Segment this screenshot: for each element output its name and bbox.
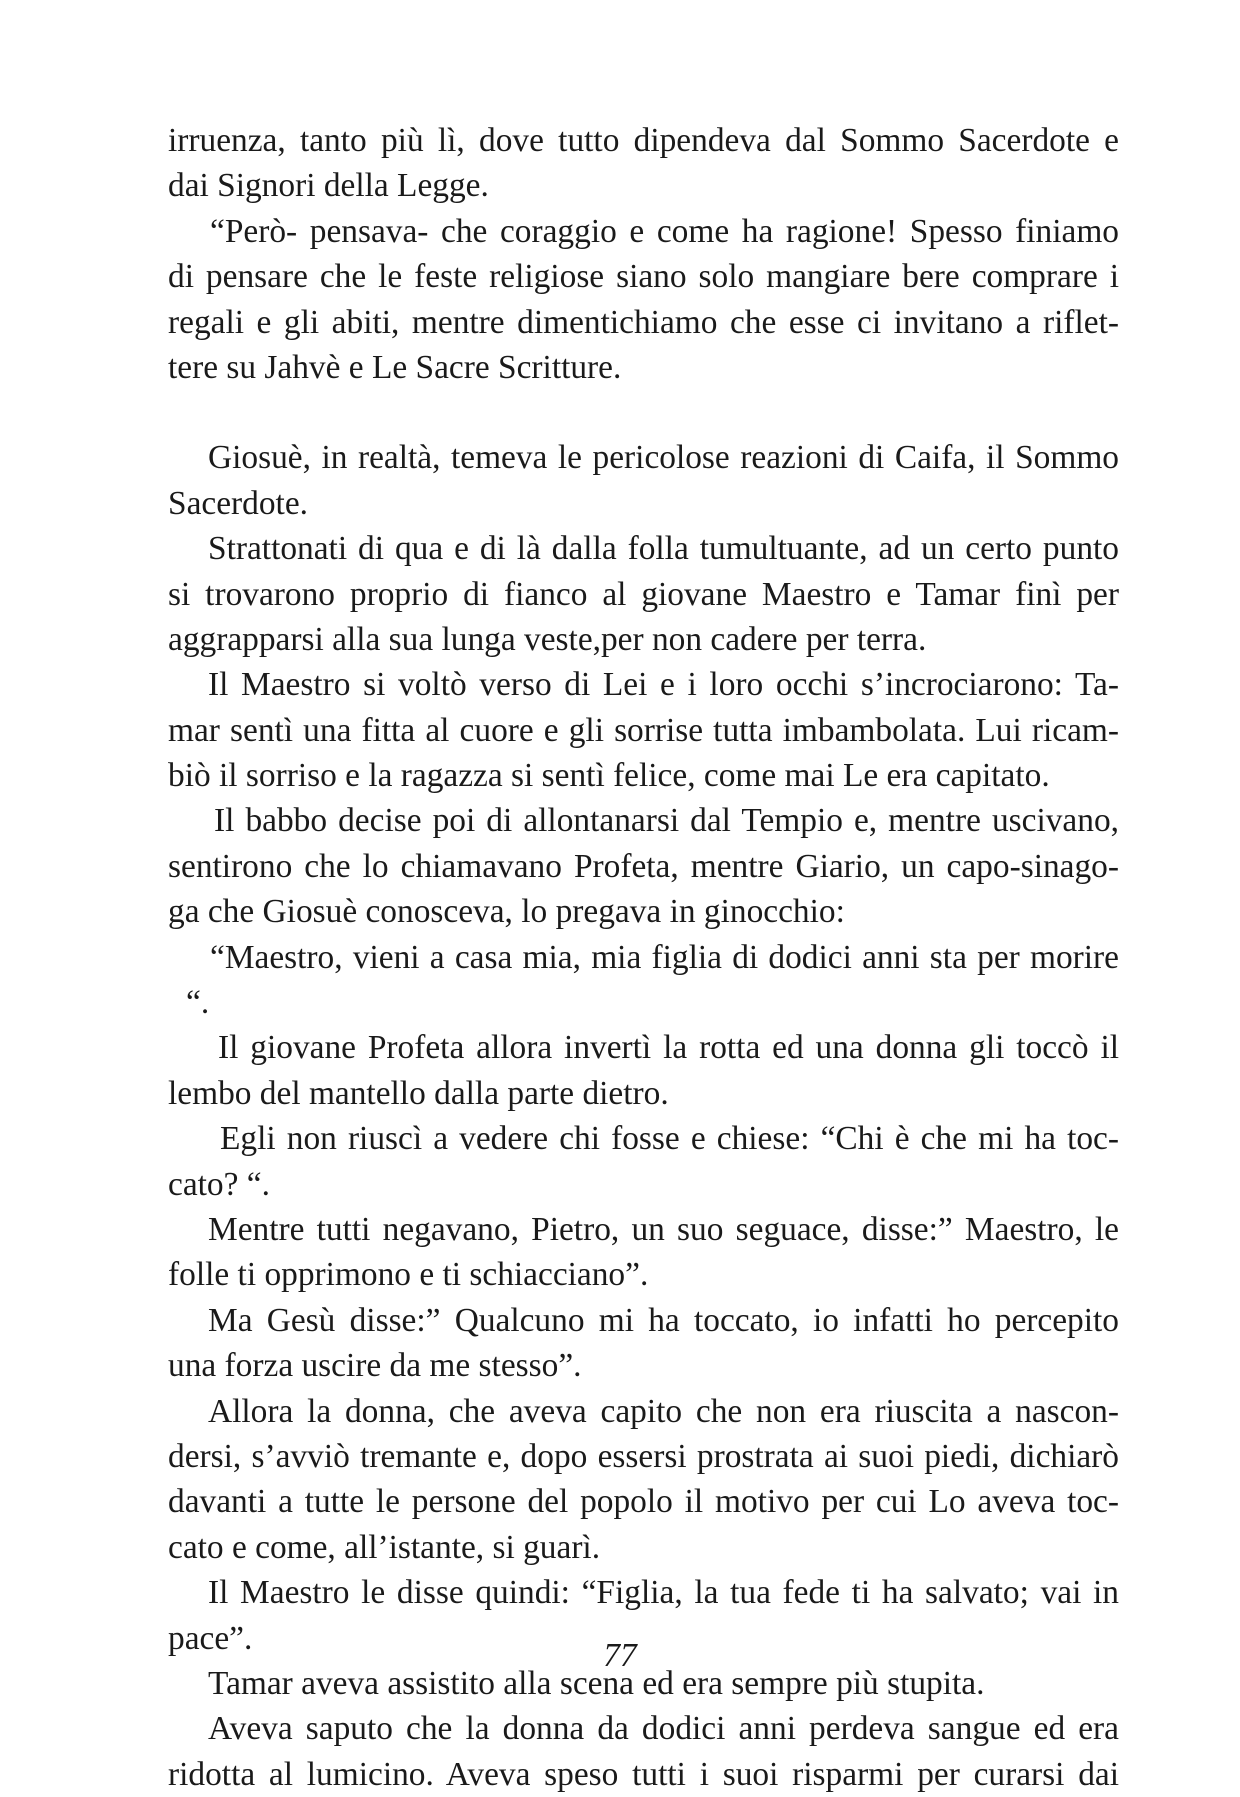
- text-line: Tamar aveva assistito alla scena ed era sempre più stupita.: [208, 1664, 985, 1702]
- text-line: di pensare che le feste religiose siano solo mangiare bere comprare i: [168, 258, 1119, 296]
- body-text: [168, 118, 1119, 1797]
- text-line: lembo del mantello dalla parte dietro.: [168, 1074, 669, 1112]
- text-line: folle ti opprimono e ti schiacciano”.: [168, 1256, 649, 1294]
- text-line: cato? “.: [168, 1165, 270, 1203]
- text-line: “Però- pensava- che coraggio e come ha ragione! Spesso finiamo: [210, 212, 1119, 250]
- text-line: dersi, s’avviò tremante e, dopo essersi prostrata ai suoi piedi, dichiarò: [168, 1437, 1119, 1475]
- text-line: Il Maestro si voltò verso di Lei e i loro occhi s’incrociarono: Ta-: [208, 666, 1119, 704]
- text-line: aggrapparsi alla sua lunga veste,per non cadere per terra.: [168, 620, 927, 658]
- text-line: Ma Gesù disse:” Qualcuno mi ha toccato, io infatti ho percepito: [208, 1301, 1119, 1339]
- paragraph-break: [168, 390, 1119, 435]
- text-line: Strattonati di qua e di là dalla folla tumultuante, ad un certo punto: [208, 530, 1119, 568]
- text-line: cato e come, all’istante, si guarì.: [168, 1528, 601, 1566]
- text-line: “.: [186, 984, 210, 1022]
- text-line: pace”.: [168, 1619, 253, 1657]
- text-line: ridotta al lumicino. Aveva speso tutti i suoi risparmi per curarsi dai: [168, 1755, 1119, 1793]
- text-line: dai Signori della Legge.: [168, 167, 489, 205]
- text-line: Giosuè, in realtà, temeva le pericolose reazioni di Caifa, il Sommo: [208, 439, 1119, 477]
- text-line: Egli non riuscì a vedere chi fosse e chiese: “Chi è che mi ha toc-: [220, 1120, 1119, 1158]
- text-line: mar sentì una fitta al cuore e gli sorrise tutta imbambolata. Lui ricam-: [168, 711, 1119, 749]
- text-line: ga che Giosuè conosceva, lo pregava in ginocchio:: [168, 893, 845, 931]
- text-line: si trovarono proprio di fianco al giovane Maestro e Tamar finì per: [168, 575, 1119, 613]
- text-line: Mentre tutti negavano, Pietro, un suo seguace, disse:” Maestro, le: [208, 1210, 1119, 1248]
- text-line: Aveva saputo che la donna da dodici anni perdeva sangue ed era: [208, 1710, 1119, 1748]
- text-line: biò il sorriso e la ragazza si sentì felice, come mai Le era capitato.: [168, 757, 1050, 795]
- text-line: “Maestro, vieni a casa mia, mia figlia di dodici anni sta per morire: [210, 938, 1119, 976]
- text-line: regali e gli abiti, mentre dimentichiamo che esse ci invitano a riflet-: [168, 303, 1119, 341]
- text-line: Il Maestro le disse quindi: “Figlia, la tua fede ti ha salvato; vai in: [208, 1574, 1119, 1612]
- text-line: irruenza, tanto più lì, dove tutto dipendeva dal Sommo Sacerdote e: [168, 122, 1119, 159]
- text-line: Sacerdote.: [168, 484, 308, 522]
- page-number: 77: [603, 1637, 637, 1674]
- text-line: Il giovane Profeta allora invertì la rotta ed una donna gli toccò il: [218, 1029, 1119, 1067]
- text-line: tere su Jahvè e Le Sacre Scritture.: [168, 348, 622, 386]
- text-line: sentirono che lo chiamavano Profeta, mentre Giario, un capo-sinago-: [168, 847, 1119, 885]
- text-line: Allora la donna, che aveva capito che non era riuscita a nascon-: [208, 1392, 1119, 1430]
- text-line: Il babbo decise poi di allontanarsi dal Tempio e, mentre uscivano,: [214, 802, 1119, 840]
- text-line: davanti a tutte le persone del popolo il motivo per cui Lo aveva toc-: [168, 1483, 1119, 1521]
- text-line: una forza uscire da me stesso”.: [168, 1347, 582, 1385]
